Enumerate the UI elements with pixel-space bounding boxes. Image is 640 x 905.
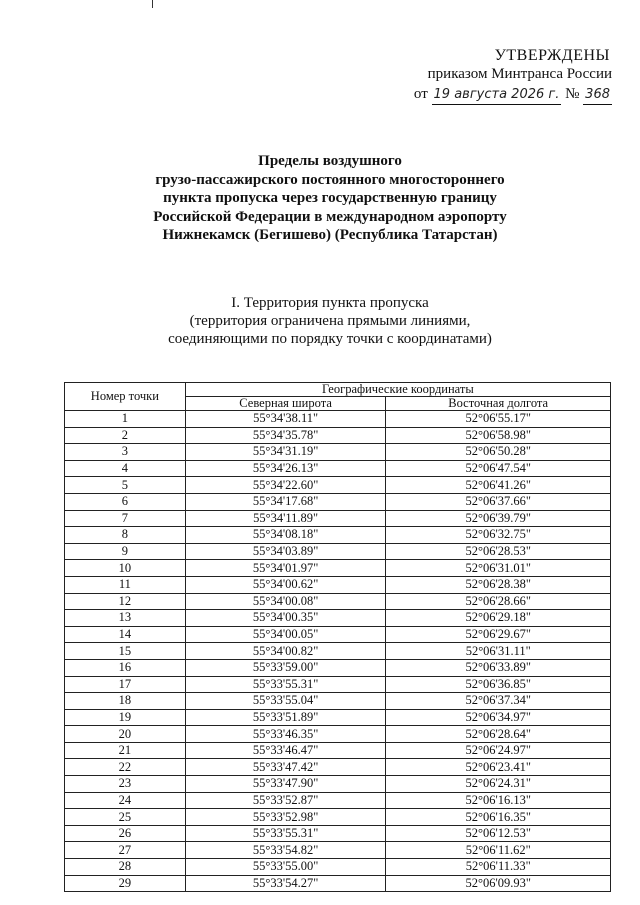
point-number-cell: 3 xyxy=(65,444,186,461)
longitude-cell: 52°06'23.41" xyxy=(386,759,611,776)
latitude-cell: 55°34'31.19" xyxy=(185,444,386,461)
title-line-3: пункта пропуска через государственную границу xyxy=(163,190,497,206)
title-line-5: Нижнекамск (Бегишево) (Республика Татарстан) xyxy=(162,227,498,243)
longitude-cell: 52°06'31.01" xyxy=(386,560,611,577)
point-number-cell: 16 xyxy=(65,659,186,676)
table-row xyxy=(65,676,611,693)
section-note-2: соединяющими по порядку точки с координатами) xyxy=(168,331,492,347)
approval-order: приказом Минтранса России xyxy=(427,66,612,82)
longitude-cell: 52°06'24.31" xyxy=(386,776,611,793)
number-prefix: № xyxy=(565,86,580,102)
table-row xyxy=(65,493,611,510)
table-row xyxy=(65,477,611,494)
latitude-cell: 55°34'00.08" xyxy=(185,593,386,610)
longitude-cell: 52°06'12.53" xyxy=(386,825,611,842)
latitude-cell: 55°34'00.05" xyxy=(185,626,386,643)
point-number-cell: 24 xyxy=(65,792,186,809)
longitude-cell: 52°06'24.97" xyxy=(386,742,611,759)
approval-stamp xyxy=(414,46,612,105)
table-row xyxy=(65,610,611,627)
point-number-cell: 10 xyxy=(65,560,186,577)
latitude-cell: 55°34'01.97" xyxy=(185,560,386,577)
table-row xyxy=(65,726,611,743)
table-row xyxy=(65,693,611,710)
latitude-cell: 55°33'59.00" xyxy=(185,659,386,676)
longitude-cell: 52°06'29.18" xyxy=(386,610,611,627)
table-row xyxy=(65,593,611,610)
table-row xyxy=(65,842,611,859)
longitude-cell: 52°06'09.93" xyxy=(386,875,611,892)
point-number-cell: 5 xyxy=(65,477,186,494)
latitude-cell: 55°34'00.35" xyxy=(185,610,386,627)
point-number-cell: 22 xyxy=(65,759,186,776)
title-line-4: Российской Федерации в международном аэропорту xyxy=(153,208,507,225)
point-number-cell: 11 xyxy=(65,576,186,593)
section-heading-block xyxy=(120,294,540,348)
approval-title: УТВЕРЖДЕНЫ xyxy=(494,47,610,64)
latitude-cell: 55°34'38.11" xyxy=(185,411,386,428)
longitude-cell: 52°06'28.66" xyxy=(386,593,611,610)
point-number-cell: 2 xyxy=(65,427,186,444)
latitude-cell: 55°33'55.04" xyxy=(185,693,386,710)
table-row xyxy=(65,643,611,660)
longitude-cell: 52°06'28.38" xyxy=(386,576,611,593)
table-row xyxy=(65,659,611,676)
point-number-cell: 28 xyxy=(65,859,186,876)
table-row xyxy=(65,709,611,726)
point-number-cell: 14 xyxy=(65,626,186,643)
approval-dateline xyxy=(414,85,612,105)
longitude-cell: 52°06'55.17" xyxy=(386,411,611,428)
header-latitude: Северная широта xyxy=(185,397,386,411)
point-number-cell: 20 xyxy=(65,726,186,743)
table-row xyxy=(65,759,611,776)
point-number-cell: 26 xyxy=(65,825,186,842)
section-heading: I. Территория пункта пропуска xyxy=(231,295,429,311)
longitude-cell: 52°06'16.13" xyxy=(386,792,611,809)
point-number-cell: 12 xyxy=(65,593,186,610)
latitude-cell: 55°34'35.78" xyxy=(185,427,386,444)
header-geo-coords: Географические координаты xyxy=(185,383,610,397)
section-note-1: (территория ограничена прямыми линиями, xyxy=(189,313,471,329)
point-number-cell: 6 xyxy=(65,493,186,510)
table-row xyxy=(65,560,611,577)
point-number-cell: 19 xyxy=(65,709,186,726)
handwritten-date: 19 августа 2026 г. xyxy=(432,85,562,105)
table-row xyxy=(65,875,611,892)
longitude-cell: 52°06'29.67" xyxy=(386,626,611,643)
table-row xyxy=(65,825,611,842)
table-row xyxy=(65,543,611,560)
longitude-cell: 52°06'47.54" xyxy=(386,460,611,477)
longitude-cell: 52°06'39.79" xyxy=(386,510,611,527)
coordinates-body xyxy=(65,411,611,892)
handwritten-number: 368 xyxy=(583,85,612,105)
latitude-cell: 55°34'11.89" xyxy=(185,510,386,527)
point-number-cell: 1 xyxy=(65,411,186,428)
table-row xyxy=(65,626,611,643)
latitude-cell: 55°33'55.00" xyxy=(185,859,386,876)
table-row xyxy=(65,427,611,444)
table-row xyxy=(65,776,611,793)
latitude-cell: 55°34'26.13" xyxy=(185,460,386,477)
latitude-cell: 55°33'47.90" xyxy=(185,776,386,793)
latitude-cell: 55°34'22.60" xyxy=(185,477,386,494)
table-row xyxy=(65,460,611,477)
point-number-cell: 25 xyxy=(65,809,186,826)
header-longitude: Восточная долгота xyxy=(386,397,611,411)
point-number-cell: 17 xyxy=(65,676,186,693)
latitude-cell: 55°33'52.87" xyxy=(185,792,386,809)
longitude-cell: 52°06'50.28" xyxy=(386,444,611,461)
point-number-cell: 29 xyxy=(65,875,186,892)
scan-edge-mark xyxy=(152,0,153,8)
latitude-cell: 55°34'08.18" xyxy=(185,527,386,544)
latitude-cell: 55°34'00.82" xyxy=(185,643,386,660)
document-title xyxy=(120,152,540,245)
longitude-cell: 52°06'31.11" xyxy=(386,643,611,660)
longitude-cell: 52°06'28.53" xyxy=(386,543,611,560)
point-number-cell: 4 xyxy=(65,460,186,477)
longitude-cell: 52°06'37.66" xyxy=(386,493,611,510)
longitude-cell: 52°06'16.35" xyxy=(386,809,611,826)
longitude-cell: 52°06'41.26" xyxy=(386,477,611,494)
point-number-cell: 21 xyxy=(65,742,186,759)
latitude-cell: 55°34'00.62" xyxy=(185,576,386,593)
longitude-cell: 52°06'11.62" xyxy=(386,842,611,859)
table-row xyxy=(65,809,611,826)
coordinates-table xyxy=(64,382,611,892)
table-row xyxy=(65,510,611,527)
title-line-1: Пределы воздушного xyxy=(258,153,402,169)
point-number-cell: 27 xyxy=(65,842,186,859)
point-number-cell: 15 xyxy=(65,643,186,660)
latitude-cell: 55°33'47.42" xyxy=(185,759,386,776)
table-row xyxy=(65,527,611,544)
longitude-cell: 52°06'34.97" xyxy=(386,709,611,726)
latitude-cell: 55°34'17.68" xyxy=(185,493,386,510)
table-row xyxy=(65,859,611,876)
point-number-cell: 13 xyxy=(65,610,186,627)
table-row xyxy=(65,792,611,809)
longitude-cell: 52°06'11.33" xyxy=(386,859,611,876)
latitude-cell: 55°33'55.31" xyxy=(185,676,386,693)
header-point-number: Номер точки xyxy=(65,383,186,411)
table-row xyxy=(65,576,611,593)
point-number-cell: 18 xyxy=(65,693,186,710)
point-number-cell: 23 xyxy=(65,776,186,793)
latitude-cell: 55°33'46.47" xyxy=(185,742,386,759)
longitude-cell: 52°06'37.34" xyxy=(386,693,611,710)
point-number-cell: 8 xyxy=(65,527,186,544)
latitude-cell: 55°33'54.27" xyxy=(185,875,386,892)
latitude-cell: 55°34'03.89" xyxy=(185,543,386,560)
latitude-cell: 55°33'55.31" xyxy=(185,825,386,842)
date-prefix: от xyxy=(413,86,428,102)
latitude-cell: 55°33'46.35" xyxy=(185,726,386,743)
title-line-2: грузо-пассажирского постоянного многостороннего xyxy=(155,171,505,188)
table-row xyxy=(65,444,611,461)
point-number-cell: 9 xyxy=(65,543,186,560)
longitude-cell: 52°06'28.64" xyxy=(386,726,611,743)
point-number-cell: 7 xyxy=(65,510,186,527)
table-row xyxy=(65,411,611,428)
longitude-cell: 52°06'32.75" xyxy=(386,527,611,544)
table-row xyxy=(65,742,611,759)
longitude-cell: 52°06'58.98" xyxy=(386,427,611,444)
longitude-cell: 52°06'33.89" xyxy=(386,659,611,676)
latitude-cell: 55°33'54.82" xyxy=(185,842,386,859)
longitude-cell: 52°06'36.85" xyxy=(386,676,611,693)
latitude-cell: 55°33'52.98" xyxy=(185,809,386,826)
latitude-cell: 55°33'51.89" xyxy=(185,709,386,726)
